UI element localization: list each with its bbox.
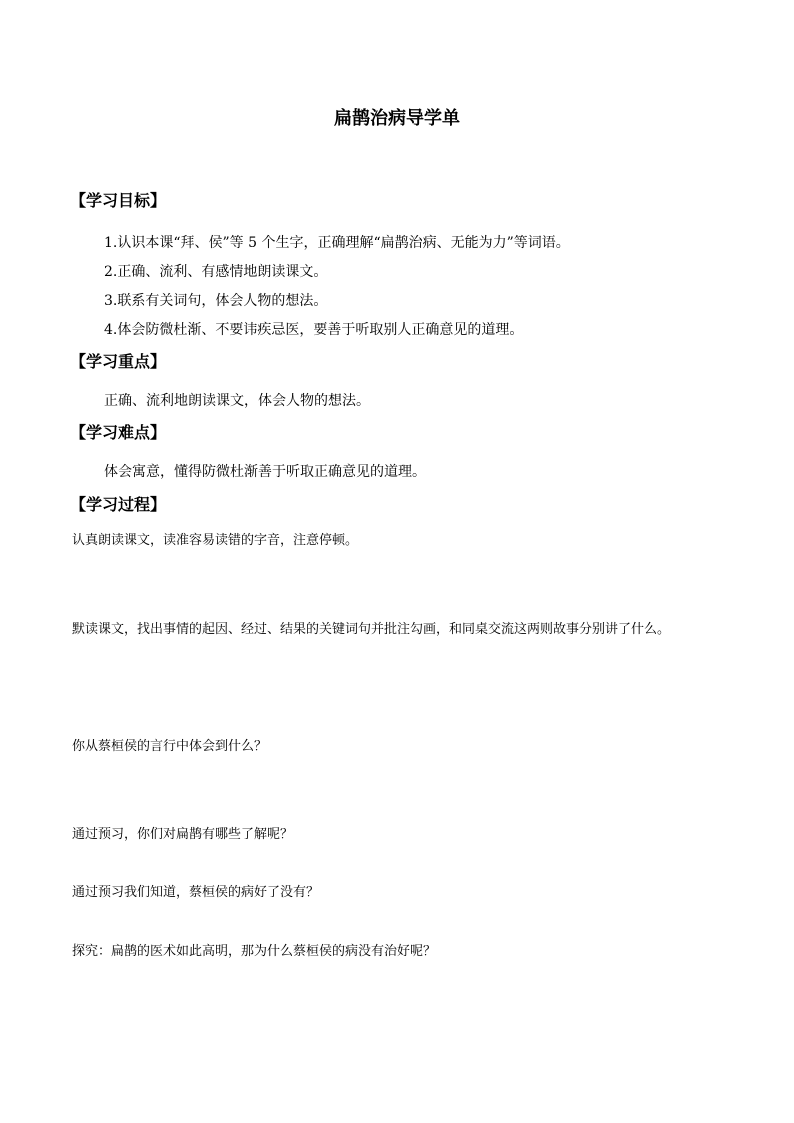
objective-item-3: 3.联系有关词句，体会人物的想法。: [104, 293, 328, 309]
objective-item-2: 2.正确、流利、有感情地朗读课文。: [104, 264, 328, 280]
document-title: 扁鹊治病导学单: [334, 108, 460, 129]
process-item-5: 通过预习我们知道，蔡桓侯的病好了没有？: [72, 885, 320, 900]
heading-objectives: 【学习目标】: [70, 191, 167, 210]
process-item-4: 通过预习，你们对扁鹊有哪些了解呢？: [72, 827, 294, 842]
difficulties-text: 体会寓意，懂得防微杜渐善于听取正确意见的道理。: [104, 464, 426, 480]
key-points-text: 正确、流利地朗读课文，体会人物的想法。: [104, 393, 370, 409]
process-item-1: 认真朗读课文，读准容易读错的字音，注意停顿。: [72, 533, 359, 548]
heading-process: 【学习过程】: [70, 495, 167, 514]
process-item-6: 探究：扁鹊的医术如此高明，那为什么蔡桓侯的病没有治好呢？: [72, 944, 437, 959]
objective-item-4: 4.体会防微杜渐、不要讳疾忌医，要善于听取别人正确意见的道理。: [104, 322, 524, 338]
objective-item-1: 1.认识本课“拜、侯”等 5 个生字，正确理解“扁鹊治病、无能为力”等词语。: [104, 235, 570, 251]
process-item-3: 你从蔡桓侯的言行中体会到什么？: [72, 739, 268, 754]
heading-difficulties: 【学习难点】: [70, 423, 167, 442]
process-item-2: 默读课文，找出事情的起因、经过、结果的关键词句并批注勾画，和同桌交流这两则故事分别讲了什么。: [72, 622, 671, 637]
heading-key-points: 【学习重点】: [70, 352, 167, 371]
